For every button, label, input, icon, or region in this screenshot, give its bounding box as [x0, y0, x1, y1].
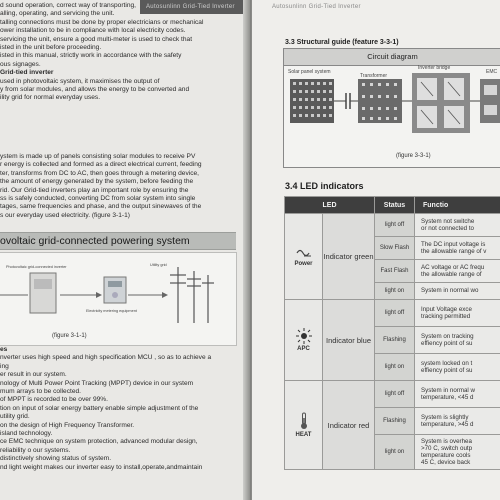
power-icon: [295, 247, 313, 259]
indicator-red: Indicator red: [323, 381, 375, 470]
features-list: [0, 346, 238, 472]
function-line: the allowable range of v: [421, 248, 487, 255]
feature-line: ce EMC technique on system protection, advanced modular design,: [0, 438, 198, 446]
feature-line: on the design of High Frequency Transformer.: [0, 421, 135, 429]
power-label: Power: [294, 260, 313, 267]
header-status: Status: [375, 197, 415, 214]
text-line: used in photovoltaic system, it maximises the output of: [0, 77, 160, 85]
function-line: The DC input voltage is: [421, 240, 486, 248]
status-cell: Flashing: [375, 408, 415, 435]
status-cell: light on: [375, 435, 415, 470]
feature-line: ing: [0, 362, 9, 370]
circuit-title: Circuit diagram: [284, 49, 500, 66]
feature-line: reliability o our systems.: [0, 446, 71, 454]
status-cell: Fast Flash: [375, 260, 415, 283]
function-line: the allowable range of: [421, 271, 482, 278]
circuit-caption: (figure 3-3-1): [396, 153, 431, 159]
text-line: s our everyday used electricity. (figure 3-1-1): [0, 211, 130, 219]
table-row: [285, 214, 500, 237]
function-cell: [415, 214, 500, 237]
status-cell: light off: [375, 381, 415, 408]
feature-line: mum arrays to be collected.: [0, 388, 81, 396]
inverter-bridge-label: Inverter bridge: [418, 65, 451, 71]
function-line: effiency point of su: [421, 367, 473, 374]
feature-line: nverter uses high speed and high specification MCU , so as to achieve a: [0, 354, 212, 362]
text-line: y from solar modules, and allows the energy to be converted and: [0, 86, 190, 94]
feature-line: of MPPT is recorded to be over 99%.: [0, 396, 108, 404]
function-cell: [415, 327, 500, 354]
apc-label: APC: [297, 346, 310, 352]
function-cell: [415, 237, 500, 260]
emc-label: EMC: [486, 69, 498, 75]
text-line: alling, operating, and servicing the unit.: [0, 10, 115, 18]
feature-line: nology of Multi Power Point Tracking (MPPT) device in our system: [0, 379, 194, 387]
function-cell: [415, 408, 500, 435]
function-line: tracking permitted: [421, 313, 471, 320]
feature-line: island technology.: [0, 430, 53, 438]
transformer-label: Transformer: [360, 73, 388, 79]
function-line: Input Voltage exce: [421, 305, 472, 313]
function-line: >70 C, switch outp: [421, 444, 473, 452]
function-cell: [415, 381, 500, 408]
feature-line: distinctively showing status of system.: [0, 455, 112, 463]
heat-led-cell: [285, 381, 323, 470]
text-line: tages, same frequencies and phase, and the output sinewaves of the: [0, 203, 202, 211]
function-line: 45 C, device back: [421, 459, 471, 467]
intro-paragraph: [0, 2, 238, 103]
solar-panel-label: Solar panel system: [288, 69, 331, 75]
table-header-row: [285, 197, 500, 214]
feature-line: utility grid.: [0, 413, 30, 421]
text-line: ss is safely conducted, converting DC from solar system into single: [0, 195, 196, 203]
table-row: [285, 300, 500, 327]
circuit-schematic: [284, 65, 500, 167]
status-cell: light off: [375, 214, 415, 237]
figure-caption: (figure 3-1-1): [52, 333, 87, 339]
apc-led-cell: [285, 300, 323, 381]
table-row: [285, 381, 500, 408]
text-line: servicing the unit, ensure a good multi-meter is used to check that: [0, 35, 193, 43]
left-page-header: Autosunlinn Grid-Tied Inverter: [140, 0, 250, 14]
function-cell: [415, 260, 500, 283]
text-line: rid. Our Grid-tied inverters play an important role by ensuring the: [0, 186, 189, 194]
text-line: ility grid for normal everyday uses.: [0, 94, 101, 102]
meter-label: Electricity metering equipment: [86, 309, 137, 313]
function-line: System on tracking: [421, 332, 474, 340]
text-line: ower installation to be in compliance with local electricity codes.: [0, 27, 186, 35]
apc-icon: [296, 328, 312, 344]
inverter-label: Photovoltaic grid-connected inverter: [6, 265, 67, 269]
function-line: System is slightly: [421, 413, 469, 421]
text-line: talling connections must be done by proper electricians or mechanical: [0, 18, 204, 26]
text-line: ous signages.: [0, 60, 41, 68]
function-line: System not switche: [421, 217, 475, 225]
right-page-header: Autosunlinn Grid-Tied Inverter: [272, 4, 361, 10]
function-line: temperature, >45 d: [421, 421, 474, 428]
status-cell: light on: [375, 354, 415, 381]
led-indicators-title: 3.4 LED indicators: [285, 181, 364, 191]
pv-system-band: ovoltaic grid-connected powering system: [0, 232, 236, 250]
feature-line: tion on input of solar energy battery enable simple adjustment of the: [0, 404, 199, 412]
header-led: LED: [285, 197, 375, 214]
header-function: Functio: [415, 197, 500, 214]
function-line: System is overhea: [421, 437, 472, 445]
status-cell: Slow Flash: [375, 237, 415, 260]
pv-system-figure: [0, 252, 237, 346]
text-line: d sound operation, correct way of transporting,: [0, 2, 136, 9]
function-line: temperature, <45 d: [421, 394, 474, 401]
status-cell: light off: [375, 300, 415, 327]
text-line: isted in the unit before proceeding.: [0, 44, 102, 52]
circuit-diagram: [283, 48, 500, 168]
text-line: r energy is collected and formed as a direct electrical current, feeding: [0, 161, 202, 169]
system-paragraph: [0, 153, 238, 220]
function-cell: [415, 354, 500, 381]
feature-line: er result in our system.: [0, 371, 67, 379]
text-line: isted in this manual, strictly work in accordance with the safety: [0, 52, 182, 60]
function-line: System in normal w: [421, 386, 475, 394]
function-line: system locked on t: [421, 359, 473, 367]
grid-label: Utility grid: [150, 263, 167, 267]
function-cell: [415, 300, 500, 327]
power-led-cell: [285, 214, 323, 300]
text-line: ter, transforms from DC to AC, then goes through a metering device,: [0, 169, 200, 177]
features-heading: es: [0, 346, 8, 353]
indicator-blue: Indicator blue: [323, 300, 375, 381]
text-line: the amount of energy generated by the system, before feeding the: [0, 178, 194, 186]
indicator-green: Indicator green: [323, 214, 375, 300]
thermometer-icon: [299, 412, 309, 430]
function-line: temperature cools: [421, 452, 471, 459]
status-cell: light on: [375, 283, 415, 300]
structural-guide-title: 3.3 Structural guide (feature 3-3-1): [285, 39, 399, 46]
section-subheading: Grid-tied inverter: [0, 69, 54, 77]
function-line: or not connected to: [421, 225, 474, 232]
function-line: AC voltage or AC frequ: [421, 263, 485, 271]
function-line: System in normal wo: [421, 287, 479, 295]
heat-label: HEAT: [295, 432, 312, 438]
function-cell: [415, 283, 500, 300]
led-indicator-table: [284, 196, 500, 470]
status-cell: Flashing: [375, 327, 415, 354]
feature-line: nd light weight makes our inverter easy to install,operate,andmaintain: [0, 463, 203, 471]
function-cell: [415, 435, 500, 470]
text-line: ystem is made up of panels consisting solar modules to receive PV: [0, 153, 196, 160]
function-line: effiency point of su: [421, 340, 473, 347]
